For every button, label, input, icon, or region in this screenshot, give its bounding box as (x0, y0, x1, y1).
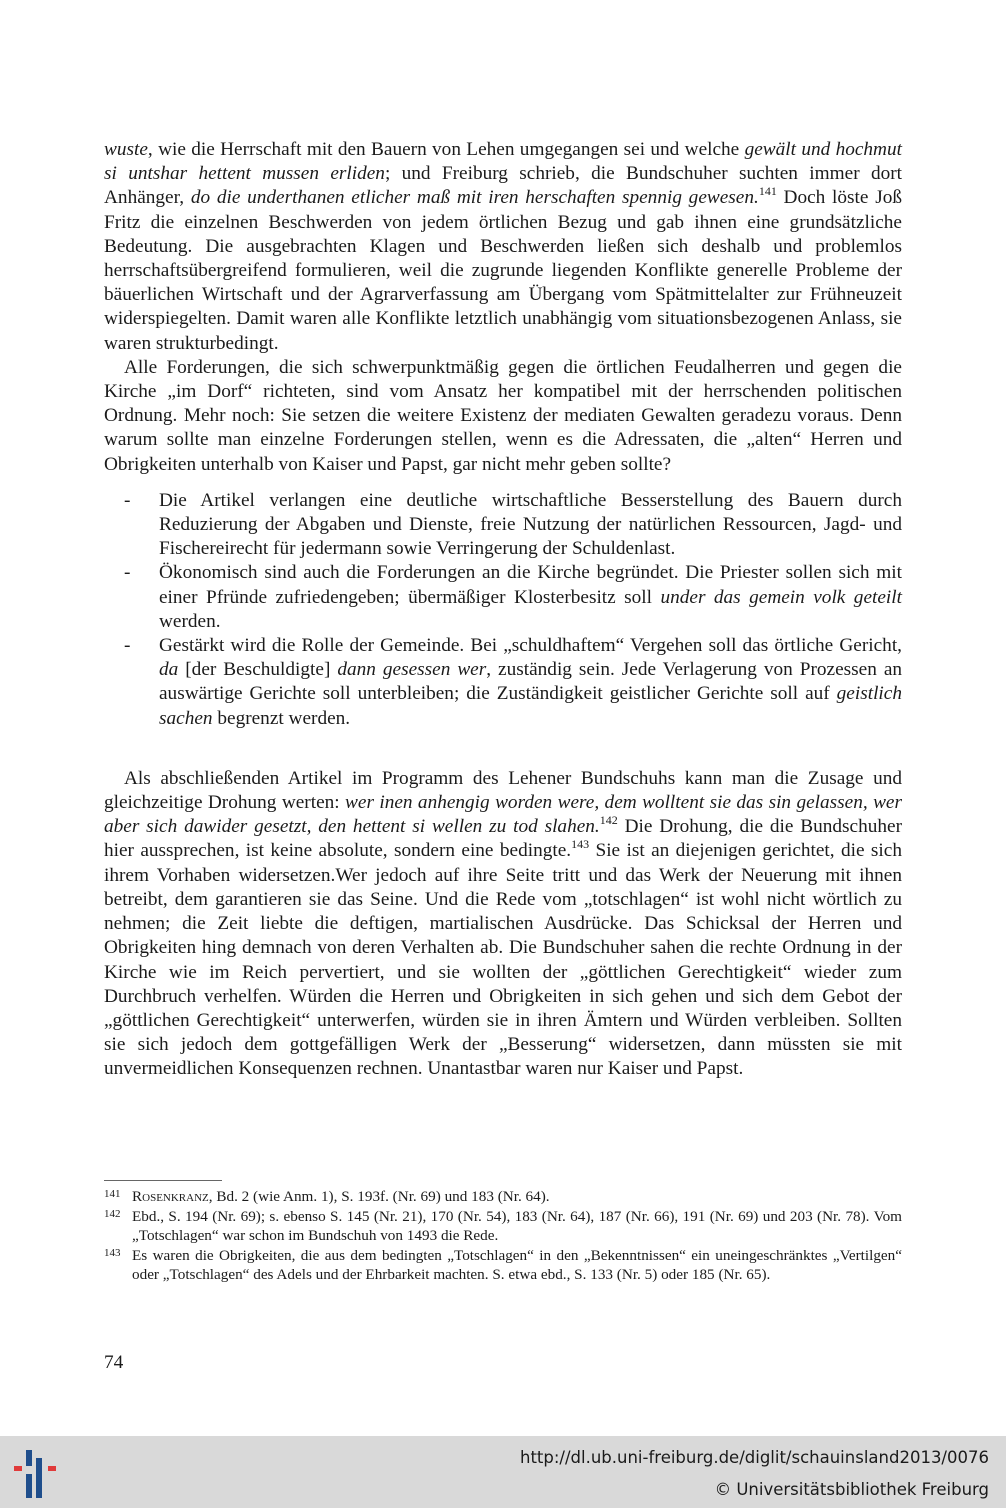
footnote-text: Rosenkranz, Bd. 2 (wie Anm. 1), S. 193f. (Nr. 69) und 183 (Nr. 64). (132, 1188, 550, 1205)
logo-bar (48, 1466, 56, 1471)
footnote-number: 142 (104, 1207, 121, 1220)
list-item-text: Die Artikel verlangen eine deutliche wirtschaftliche Besserstellung des Bauern durch Reduzierung der Abgaben und Dienste, freie Nutzung der natürlichen Ressourcen, Jagd- und Fischereirecht für jedermann sowie Verringerung der Schuldenlast. (159, 489, 902, 560)
logo-bar (14, 1466, 22, 1471)
footnote-142 (104, 1207, 902, 1246)
list-item (104, 634, 902, 731)
footnote-number: 141 (104, 1188, 121, 1200)
logo-bar (36, 1458, 42, 1498)
logo-bar (26, 1450, 32, 1466)
paragraph-2: Alle Forderungen, die sich schwerpunktmäßig gegen die örtlichen Feudalherren und gegen die Kirche „im Dorf“ richteten, sind vom Ansatz her kompatibel mit der herrschenden politischen Ordnung. Mehr noch: Sie setzen die weitere Existenz der mediaten Gewalten geradezu voraus. Denn warum sollte man einzelne Forderungen stellen, wenn es die Adressaten, die „alten“ Herren und Obrigkeiten unterhalb von Kaiser und Papst, gar nicht mehr geben sollte? (104, 356, 902, 475)
copyright-notice: © Universitätsbibliothek Freiburg (714, 1480, 989, 1499)
list-dash: - (124, 635, 131, 657)
paragraph-3: Als abschließenden Artikel im Programm des Lehener Bundschuhs kann man die Zusage und gleichzeitige Drohung werten: wer inen anhengig worden were, dem wolltent sie das sin gelassen, wer aber sich dawider gesetzt, den hettent si wellen zu tod slahen.$^{142}$ Die Drohung, die die Bundschuher hier aussprechen, ist keine absolute, sondern eine bedingte.$^{143}$ Sie ist an diejenigen gerichtet, die sich ihrem Vorhaben widersetzen.Wer jedoch auf ihre Seite tritt und das Werk der Neuerung mit ihnen betreibt, dem garantieren sie das Seine. Und die Rede vom „totschlagen“ ist wohl nicht wörtlich zu nehmen; die Zeit liebte die deftigen, martialischen Ausdrücke. Das Schicksal der Herren und Obrigkeiten hing demnach von deren Verhalten ab. Die Bundschuher sahen die rechte Ordnung in der Kirche wie im Reich pervertiert, und sie wollten der „göttlichen Gerechtigkeit“ wieder zum Durchbruch verhelfen. Würden die Herren und Obrigkeiten in sich gehen und sich dem Gebot der „göttlichen Gerechtigkeit“ unterwerfen, würden sie in ihren Ämtern und Würden verbleiben. Sollten sie sich jedoch dem gottgefälligen Werk der „Besserung“ widersetzen, dann müssten sie mit unvermeidlichen Konsequenzen rechnen. Unantastbar waren nur Kaiser und Papst. (104, 767, 902, 1080)
footnotes (104, 1180, 902, 1285)
list-dash: - (124, 489, 131, 511)
logo-bar (26, 1474, 32, 1498)
demands-list (104, 489, 902, 731)
footnote-number: 143 (104, 1246, 121, 1259)
page-number: 74 (104, 1352, 124, 1373)
page-body (104, 138, 902, 1082)
list-item (104, 489, 902, 562)
list-dash: - (124, 562, 131, 584)
document-url-link[interactable]: http://dl.ub.uni-freiburg.de/diglit/schauinsland2013/0076 (519, 1448, 989, 1467)
footnote-divider (104, 1180, 222, 1181)
list-item (104, 561, 902, 634)
list-item-text: Gestärkt wird die Rolle der Gemeinde. Bei „schuldhaftem“ Vergehen soll das örtliche Gericht, da [der Beschuldigte] dann gesessen wer, zuständig sein. Jede Verlagerung von Prozessen an auswärtige Gerichte soll unterbleiben; die Zuständigkeit geistlicher Gerichte soll auf geistlich sachen begrenzt werden. (159, 635, 903, 729)
list-item-text: Ökonomisch sind auch die Forderungen an die Kirche begründet. Die Priester sollen sich mit einer Pfründe zufriedengeben; übermäßiger Klosterbesitz soll under das gemein volk geteilt werden. (159, 562, 902, 632)
footnote-143 (104, 1246, 902, 1285)
footer-bar (0, 1436, 1006, 1508)
footnote-text: Es waren die Obrigkeiten, die aus dem bedingten „Totschlagen“ in den „Bekenntnissen“ ein uneingeschränktes „Vertilgen“ oder „Totschlagen“ des Adels und der Ehrbarkeit machten. S. etwa ebd., S. 133 (Nr. 5) oder 185 (Nr. 65). (132, 1246, 902, 1283)
ub-freiburg-logo-icon (8, 1444, 64, 1502)
footnote-141 (104, 1187, 902, 1207)
footnote-text: Ebd., S. 194 (Nr. 69); s. ebenso S. 145 (Nr. 21), 170 (Nr. 54), 183 (Nr. 64), 187 (Nr. 66), 191 (Nr. 69) und 203 (Nr. 78). Vom „Totschlagen“ war schon im Bundschuh von 1493 die Rede. (132, 1207, 902, 1244)
paragraph-1: wuste, wie die Herrschaft mit den Bauern von Lehen umgegangen sei und welche gewält und hochmut si untshar hettent mussen erliden; und Freiburg schrieb, die Bundschuher suchten immer dort Anhänger, do die underthanen etlicher maß mit iren herschaften spennig gewesen.$^{141}$ Doch löste Joß Fritz die einzelnen Beschwerden von jedem örtlichen Bezug und gab ihnen eine grundsätzliche Bedeutung. Die ausgebrachten Klagen und Beschwerden ließen sich deshalb und problemlos herrschaftsübergreifend formulieren, weil die zugrunde liegenden Konflikte generelle Probleme der bäuerlichen Wirtschaft und der Agrarverfassung am Übergang vom Spätmittelalter zur Frühneuzeit widerspiegelten. Damit waren alle Konflikte letztlich unabhängig vom situationsbezogenen Anlass, sie waren strukturbedingt. (104, 139, 902, 354)
